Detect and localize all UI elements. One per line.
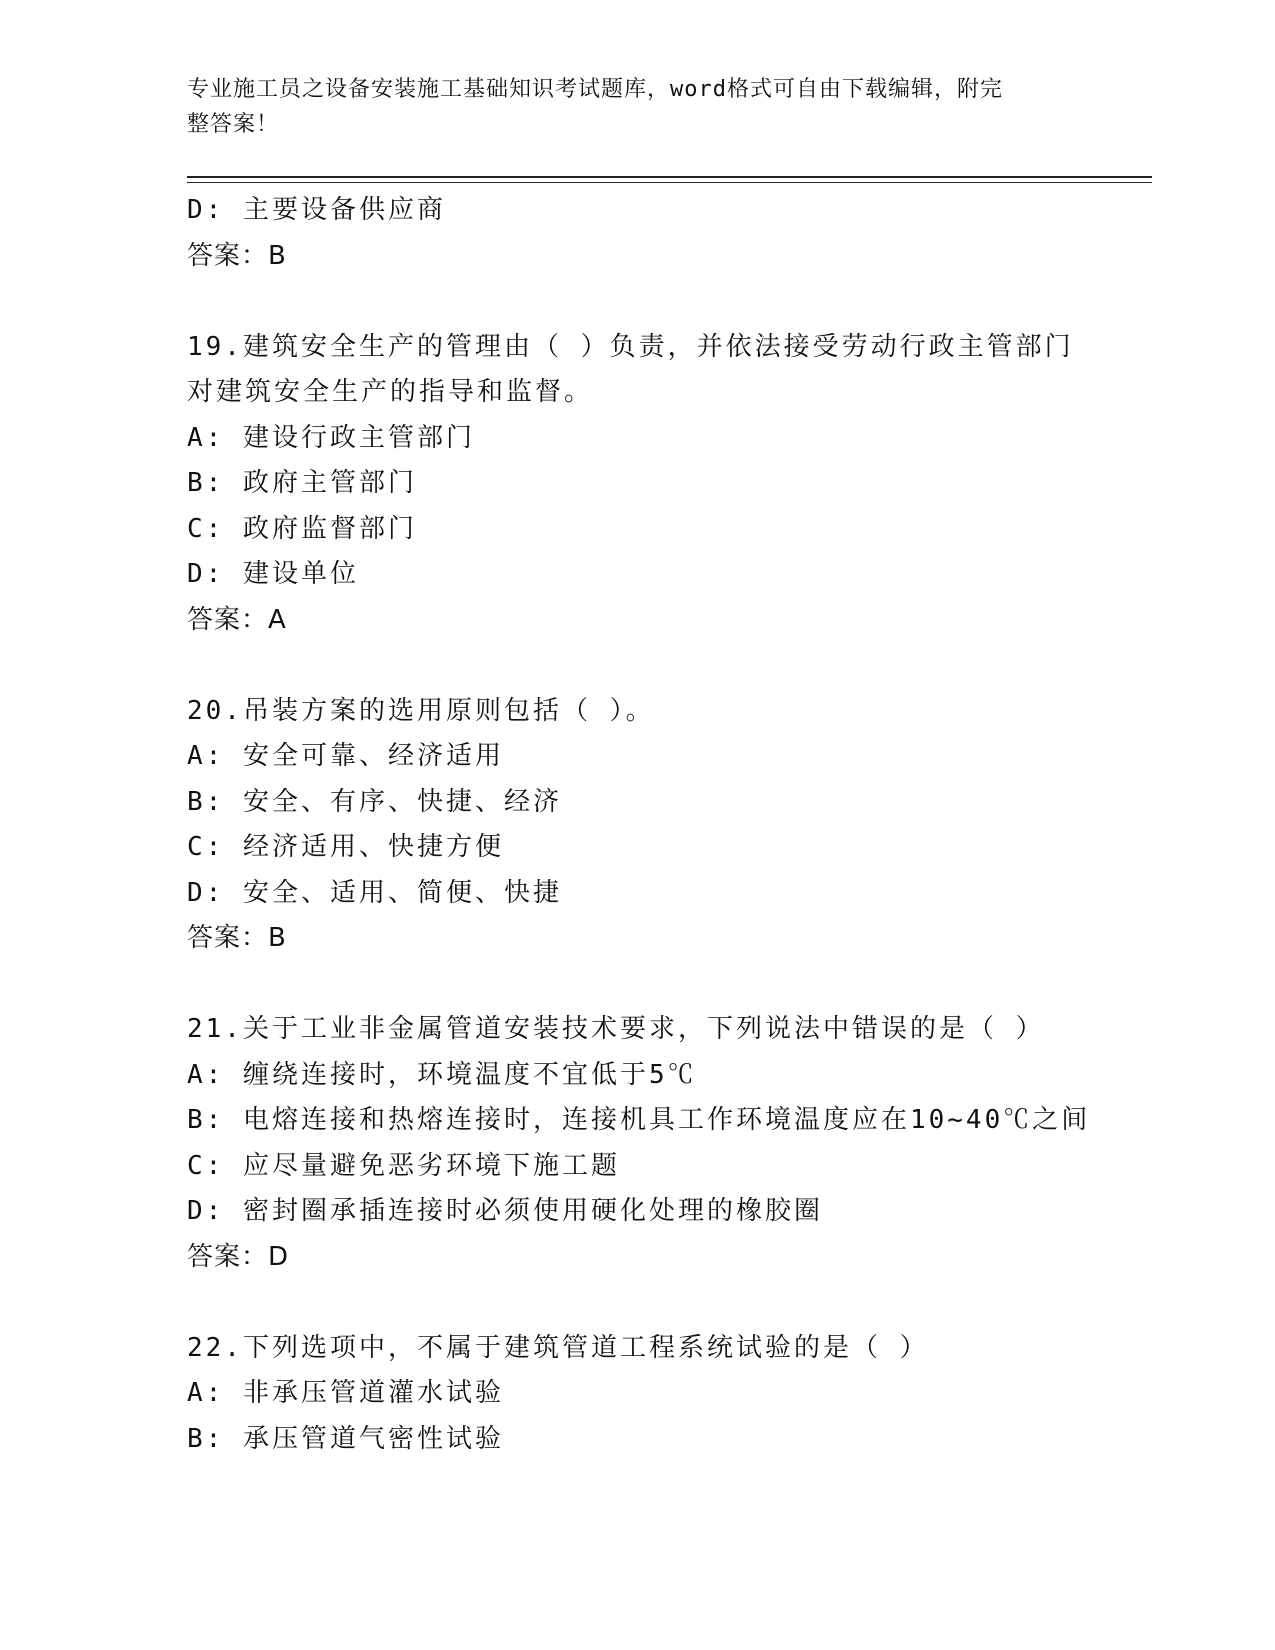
question-19 (187, 325, 1152, 644)
option-c: C: 应尽量避免恶劣环境下施工题 (187, 1150, 620, 1181)
option-b: B: 安全、有序、快捷、经济 (187, 786, 562, 817)
option-c: C: 政府监督部门 (187, 513, 417, 544)
document-header (187, 72, 1067, 142)
answer-line: 答案：D (187, 1241, 290, 1272)
question-text: 21.关于工业非金属管道安装技术要求，下列说法中错误的是（ ） (187, 1014, 1045, 1044)
spacer (187, 643, 1152, 689)
header-divider-thick (187, 176, 1152, 178)
answer-line: 答案：B (187, 923, 287, 953)
question-20 (187, 689, 1152, 962)
option-d: D: 密封圈承插连接时必须使用硬化处理的橡胶圈 (187, 1196, 823, 1226)
option-a: A: 建设行政主管部门 (187, 422, 475, 453)
option-d: D: 主要设备供应商 (187, 195, 446, 225)
option-c: C: 经济适用、快捷方便 (187, 832, 504, 862)
option-a: A: 缠绕连接时，环境温度不宜低于5℃ (187, 1059, 697, 1090)
spacer (187, 962, 1152, 1008)
question-18-tail (187, 188, 1152, 279)
option-b: B: 电熔连接和热熔连接时，连接机具工作环境温度应在10~40℃之间 (187, 1105, 1091, 1135)
option-b: B: 政府主管部门 (187, 468, 417, 498)
question-22 (187, 1326, 1152, 1463)
option-d: D: 安全、适用、简便、快捷 (187, 877, 562, 908)
option-a: A: 非承压管道灌水试验 (187, 1378, 504, 1408)
spacer (187, 279, 1152, 325)
question-21 (187, 1007, 1152, 1280)
answer-line: 答案：A (187, 604, 287, 635)
question-text: 20.吊装方案的选用原则包括（ ）。 (187, 695, 655, 726)
answer-line: 答案：B (187, 240, 287, 271)
header-line-2: 整答案！ (187, 112, 280, 137)
question-list (187, 188, 1152, 1462)
header-line-1: 专业施工员之设备安装施工基础知识考试题库，word格式可自由下载编辑，附完 (187, 77, 1003, 102)
option-b: B: 承压管道气密性试验 (187, 1423, 504, 1454)
header-divider-thin (187, 182, 1152, 183)
question-text: 22.下列选项中，不属于建筑管道工程系统试验的是（ ） (187, 1332, 929, 1363)
question-text: 19.建筑安全生产的管理由（ ）负责，并依法接受劳动行政主管部门 (187, 331, 1074, 362)
question-text-cont: 对建筑安全生产的指导和监督。 (187, 377, 594, 407)
spacer (187, 1280, 1152, 1326)
option-a: A: 安全可靠、经济适用 (187, 741, 504, 771)
option-d: D: 建设单位 (187, 559, 359, 589)
